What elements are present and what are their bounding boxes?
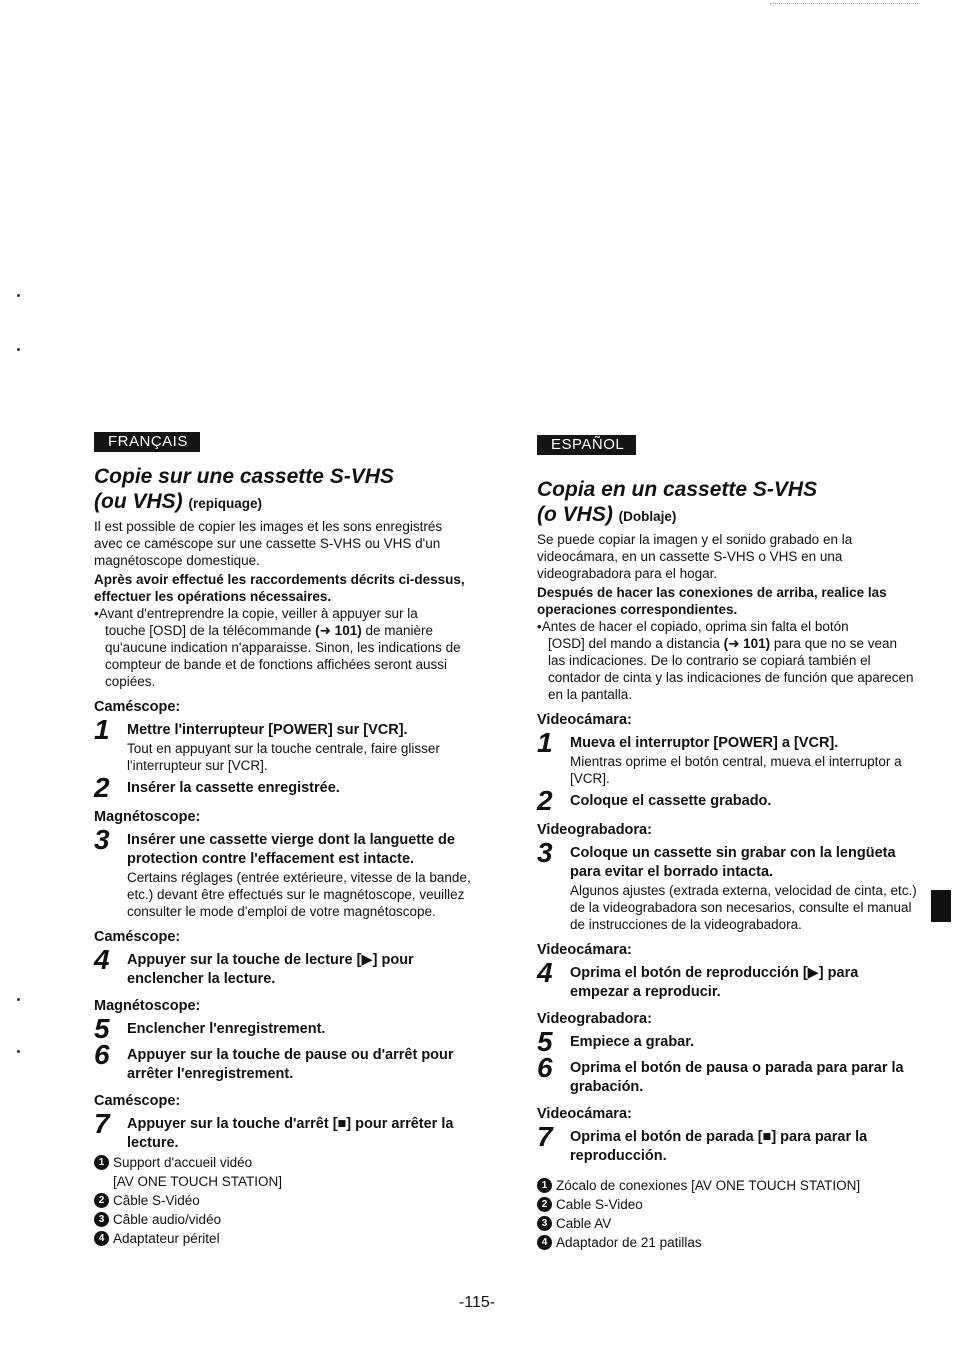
step-heading: Enclencher l'enregistrement. — [127, 1021, 326, 1037]
step — [537, 837, 917, 933]
osd-bullet — [537, 618, 917, 703]
number-badge-icon: 3 — [537, 1216, 552, 1231]
page-reference: (➜ 101) — [723, 636, 771, 651]
section-title — [94, 464, 474, 516]
bold-note: Après avoir effectué les raccordements décrits ci-dessus, effectuer les opérations nécessaires. — [94, 572, 465, 604]
legend-item — [94, 1210, 474, 1229]
legend-item — [94, 1229, 474, 1248]
step-heading: Oprima el botón de reproducción [▶] para empezar a reproducir. — [570, 965, 859, 1000]
legend-text: Cable AV — [556, 1216, 612, 1231]
section-title — [537, 477, 917, 529]
legend-text: Support d'accueil vidéo — [113, 1155, 253, 1170]
step-number: 3 — [537, 837, 553, 868]
bullet-text: touche [OSD] de la télécommande — [105, 623, 316, 638]
legend-text: [AV ONE TOUCH STATION] — [113, 1174, 283, 1189]
step-description: Tout en appuyant sur la touche centrale, faire glisser l'interrupteur sur [VCR]. — [127, 741, 440, 773]
step-number: 6 — [537, 1052, 553, 1083]
scan-dot — [17, 348, 20, 351]
device-heading: Videocámara: — [537, 942, 632, 958]
step-heading: Oprima el botón de parada [■] para parar la reproducción. — [570, 1129, 868, 1164]
step — [94, 1108, 474, 1153]
spanish-column — [537, 435, 917, 1252]
scan-artifact-line — [770, 3, 920, 4]
title-line-2: (ou VHS) — [94, 490, 183, 513]
legend-item — [94, 1191, 474, 1210]
legend-text: Cable S-Video — [556, 1197, 643, 1212]
step-number: 2 — [94, 772, 110, 803]
step-number: 2 — [537, 785, 553, 816]
legend-item — [537, 1214, 917, 1233]
step-heading: Empiece a grabar. — [570, 1034, 695, 1050]
step-number: 3 — [94, 824, 110, 855]
legend-text: Câble S-Vidéo — [113, 1193, 200, 1208]
number-badge-icon: 2 — [537, 1197, 552, 1212]
legend-text: Câble audio/vidéo — [113, 1212, 222, 1227]
intro-paragraph: Il est possible de copier les images et les sons enregistrés avec ce caméscope sur une cassette S-VHS ou VHS d'un magnétoscope domestique. — [94, 519, 443, 568]
step — [94, 944, 474, 989]
step-number: 6 — [94, 1039, 110, 1070]
step-number: 7 — [94, 1108, 110, 1139]
device-heading: Caméscope: — [94, 699, 181, 715]
page-number: -115- — [458, 1294, 496, 1311]
step-number: 7 — [537, 1121, 553, 1152]
step-description: Certains réglages (entrée extérieure, vitesse de la bande, etc.) devant être effectués sur le magnétoscope, veuillez consulter le mode d'emploi de votre magnétoscope. — [127, 870, 471, 919]
step-description: Algunos ajustes (extrada externa, velocidad de cinta, etc.) de la videograbadora son necesarios, consulte el manual de instrucciones de la videograbadora. — [570, 883, 917, 932]
bold-note: Después de hacer las conexiones de arriba, realice las operaciones correspondientes. — [537, 585, 887, 617]
title-line-1: Copia en un cassette S-VHS — [537, 478, 818, 501]
title-subtitle: (repiquage) — [188, 496, 263, 511]
step — [94, 772, 474, 803]
title-line-1: Copie sur une cassette S-VHS — [94, 465, 394, 488]
scan-dot — [17, 998, 20, 1001]
bullet-first-line: •Antes de hacer el copiado, oprima sin falta el botón — [537, 619, 849, 634]
step — [537, 1052, 917, 1097]
step-description: Mientras oprime el botón central, mueva el interruptor a [VCR]. — [570, 754, 902, 786]
step — [94, 1013, 474, 1044]
step — [537, 1026, 917, 1057]
number-badge-icon: 2 — [94, 1193, 109, 1208]
step-number: 4 — [94, 944, 110, 975]
language-tab-french: FRANÇAIS — [94, 432, 200, 452]
legend-item — [537, 1233, 917, 1252]
step-heading: Oprima el botón de pausa o parada para parar la grabación. — [570, 1060, 904, 1095]
number-badge-icon: 4 — [537, 1235, 552, 1250]
number-badge-icon: 1 — [94, 1155, 109, 1170]
legend-text: Adaptador de 21 patillas — [556, 1235, 702, 1250]
title-line-2: (o VHS) — [537, 503, 613, 526]
legend-item — [94, 1153, 474, 1191]
step — [94, 1039, 474, 1084]
device-heading: Magnétoscope: — [94, 998, 201, 1014]
device-heading: Caméscope: — [94, 1093, 181, 1109]
step-heading: Mueva el interruptor [POWER] a [VCR]. — [570, 735, 839, 751]
page-reference: (➜ 101) — [315, 623, 362, 638]
step-heading: Coloque el cassette grabado. — [570, 793, 772, 809]
step — [537, 785, 917, 816]
step-heading: Appuyer sur la touche de lecture [▶] pour enclencher la lecture. — [127, 952, 414, 987]
number-badge-icon: 3 — [94, 1212, 109, 1227]
device-heading: Videograbadora: — [537, 822, 652, 838]
step-heading: Appuyer sur la touche de pause ou d'arrêt pour arrêter l'enregistrement. — [127, 1047, 454, 1082]
number-badge-icon: 4 — [94, 1231, 109, 1246]
step — [94, 824, 474, 920]
legend-text: Zócalo de conexiones [AV ONE TOUCH STATION] — [556, 1178, 861, 1193]
french-column — [94, 432, 474, 1248]
bullet-text: para que no se vean las indicaciones. De lo contrario se copiará también el contador de cinta y las indicaciones de función que aparecen en la pantalla. — [548, 636, 914, 702]
step — [537, 1121, 917, 1166]
number-badge-icon: 1 — [537, 1178, 552, 1193]
section-edge-marker — [931, 890, 951, 922]
step-number: 4 — [537, 957, 553, 988]
language-tab-spanish: ESPAÑOL — [537, 435, 636, 455]
legend — [94, 1153, 474, 1248]
step — [537, 957, 917, 1002]
step-number: 5 — [537, 1026, 553, 1057]
step-heading: Coloque un cassette sin grabar con la lengüeta para evitar el borrado intacta. — [570, 845, 896, 880]
legend-item — [537, 1195, 917, 1214]
scan-dot — [17, 1050, 20, 1053]
step-heading: Insérer une cassette vierge dont la languette de protection contre l'effacement est intacte. — [127, 832, 455, 867]
osd-bullet — [94, 605, 474, 690]
bullet-text: de manière qu'aucune indication n'apparaisse. Sinon, les indications de compteur de bande et de fonctions affichées seront aussi copiées. — [105, 623, 461, 689]
step-number: 1 — [94, 714, 110, 745]
device-heading: Magnétoscope: — [94, 809, 201, 825]
step-heading: Insérer la cassette enregistrée. — [127, 780, 340, 796]
step — [537, 727, 917, 787]
title-subtitle: (Doblaje) — [618, 509, 677, 524]
step — [94, 714, 474, 774]
bullet-first-line: •Avant d'entreprendre la copie, veiller à appuyer sur la — [94, 606, 418, 621]
device-heading: Videocámara: — [537, 1106, 632, 1122]
intro-paragraph: Se puede copiar la imagen y el sonido grabado en la videocámara, en un cassette S-VHS o VHS en una videograbadora para el hogar. — [537, 532, 853, 581]
step-heading: Appuyer sur la touche d'arrêt [■] pour arrêter la lecture. — [127, 1116, 454, 1151]
legend-item — [537, 1176, 917, 1195]
bullet-text: [OSD] del mando a distancia — [548, 636, 724, 651]
device-heading: Caméscope: — [94, 929, 181, 945]
device-heading: Videograbadora: — [537, 1011, 652, 1027]
device-heading: Videocámara: — [537, 712, 632, 728]
step-number: 1 — [537, 727, 553, 758]
step-number: 5 — [94, 1013, 110, 1044]
step-heading: Mettre l'interrupteur [POWER] sur [VCR]. — [127, 722, 408, 738]
legend — [537, 1176, 917, 1252]
legend-text: Adaptateur péritel — [113, 1231, 220, 1246]
scan-dot — [17, 294, 20, 297]
